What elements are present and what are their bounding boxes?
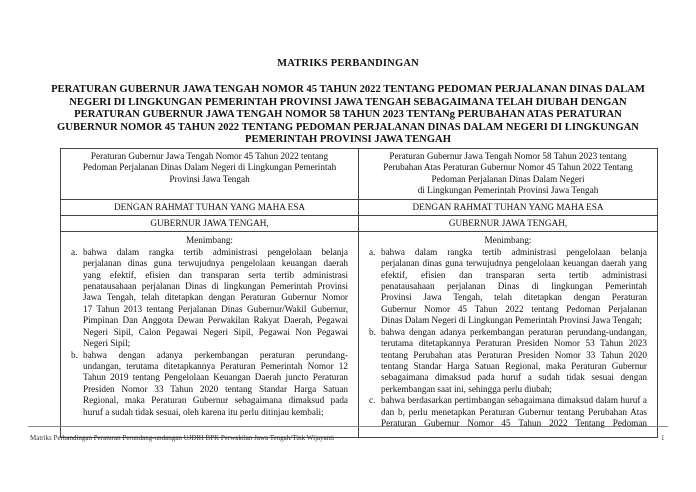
document-title: MATRIKS PERBANDINGAN [277,58,419,69]
right-preamble: DENGAN RAHMAT TUHAN YANG MAHA ESA [359,199,658,215]
left-header-line: Provinsi Jawa Tengah [169,173,250,184]
item-text [83,350,348,418]
item-text-line: undangan, terutama ditetapkannya Peraturan Pemerintah Nomor 12 [83,360,348,371]
right-considering-items [369,247,647,430]
left-header-line: Peraturan Gubernur Jawa Tengah Nomor 45 Tahun 2022 tentang [90,151,329,161]
item-text-line: Dinas Dalam Negeri di Lingkungan Pemerintah Provinsi Jawa Tengah; [381,315,642,326]
right-considering-label: Menimbang: [484,235,532,246]
comparison-table [60,148,658,438]
item-text-line: perjalanan dinas guna terwujudnya pengelolaan keuangan daerah yang [381,258,647,269]
left-header-line: Pedoman Perjalanan Dinas Dalam Negeri di Lingkungan Pemerintah [82,162,337,173]
item-text-line: Peraturan Gubernur Nomor 45 Tahun 2022 Tentang Pedoman [381,417,647,428]
footer-text: Matriks Perbandingan Peraturan Perundang-undangan UJDIH BPK Perwakilan Jawa Tengah/Tink Wijayanti [30,434,335,442]
item-text-line: bahwa berdasarkan pertimbangan sebagaimana dimaksud dalam huruf a [381,395,647,406]
item-marker: b. [71,349,78,360]
item-marker: a. [369,246,376,257]
item-text-line: yang efektif, efisien dan transparan serta tertib administrasi [83,269,348,280]
item-text-line: Jawa Tengah, telah ditetapkan dengan Peraturan Gubernur Nomor [83,292,348,303]
left-considering-items [71,247,348,418]
subtitle-line: PERATURAN GUBERNUR JAWA TENGAH NOMOR 58 TAHUN 2023 TENTANg PERUBAHAN ATAS PERATURAN [74,109,622,121]
item-text-line: dan b, perlu menetapkan Peraturan Gubernur tentang Perubahan Atas [381,406,647,417]
right-header-cell [359,149,658,200]
item-text-line: perjalanan dinas guna terwujudnya pengelolaan keuangan daerah [83,258,348,269]
item-text-line: sebagaimana dimaksud pada huruf a sudah tidak sesuai dengan [381,372,647,383]
document-subtitle [40,84,656,147]
left-header-cell [61,149,359,200]
right-header-line: Perubahan Atas Peraturan Gubernur Nomor 45 Tahun 2022 Tentang [383,162,633,173]
item-text [381,327,647,395]
item-text-line: Pimpinan Dan Anggota Dewan Perwakilan Rakyat Daerah, Pegawai [83,315,348,326]
right-header-line: Pedoman Perjalanan Dinas Dalam Negeri [431,173,585,184]
item-text-line: bahwa dalam rangka tertib administrasi pengelolaan belanja [381,246,647,257]
left-considering-label: Menimbang: [186,235,233,246]
right-considering-item [369,247,647,327]
subtitle-line: PERATURAN GUBERNUR JAWA TENGAH NOMOR 45 TAHUN 2022 TENTANG PEDOMAN PERJALANAN DINAS DALAM [51,84,645,95]
official-row [61,216,658,232]
left-considering-item [71,350,348,418]
item-text-line: Presiden Nomor 33 Tahun 2020 tentang Standar Harga Satuan [83,383,348,394]
item-text-line: bahwa dengan adanya perkembangan peraturan perundang- [83,349,348,360]
item-text-line: penatausahaan perjalanan Dinas di lingkungan Pemerintah Provinsi [83,281,348,292]
item-marker: c. [369,395,376,406]
footer-divider [28,426,668,427]
item-text-line: Regional, maka Peraturan Gubernur sebagaimana dimaksud pada [83,395,348,406]
item-text-line: tentang Perubahan atas Peraturan Presiden Nomor 33 Tahun 2020 [381,349,647,360]
preamble-row [61,199,658,215]
item-text-line: Tahun 2019 tentang Pengelolaan Keuangan Daerah juncto Peraturan [83,372,348,383]
subtitle-line: NEGERI DI LINGKUNGAN PEMERINTAH PROVINSI JAWA TENGAH SEBAGAIMANA TELAH DIUBAH DENGAN [69,96,627,108]
item-text-line: bahwa dalam rangka tertib administrasi pengelolaan belanja [83,246,348,257]
considering-row [61,232,658,438]
right-considering-item [369,327,647,395]
item-text-line: tentang Standar Harga Satuan Regional, maka Peraturan Gubernur [381,360,647,371]
header-row [61,149,658,200]
right-header-line: Peraturan Gubernur Jawa Tengah Nomor 58 Tahun 2023 tentang [389,151,627,161]
item-text-line: Negeri Sipil; [83,338,131,349]
item-marker: b. [369,326,376,337]
item-text-line: Provinsi Jawa Tengah, telah ditetapkan dengan Peraturan [381,292,647,303]
left-considering-cell [61,232,359,438]
item-text-line: terutama ditetapkannya Peraturan Presiden Nomor 53 Tahun 2023 [381,338,647,349]
page-number: 1 [661,434,665,442]
item-text [381,247,647,327]
item-text-line: huruf a sudah tidak sesuai, oleh karena itu perlu ditinjau kembali; [83,406,324,417]
right-official: GUBERNUR JAWA TENGAH, [359,216,658,232]
item-text-line: Negeri Sipil, Calon Pegawai Negeri Sipil, Pegawai Non Pegawai [83,326,348,337]
item-marker: a. [71,246,78,257]
left-official: GUBERNUR JAWA TENGAH, [61,216,359,232]
item-text-line: 17 Tahun 2013 tentang Perjalanan Dinas Gubernur/Wakil Gubernur, [83,303,348,314]
item-text-line: perkembangan saat ini, sehingga perlu diubah; [381,383,552,394]
item-text-line: Gubernur Nomor 45 Tahun 2022 tentang Pedoman Perjalanan [381,303,647,314]
right-considering-cell [359,232,658,438]
item-text [381,395,647,429]
left-considering-item [71,247,348,350]
item-text-line: bahwa dengan adanya perkembangan peraturan perundang-undangan, [381,326,647,337]
left-preamble: DENGAN RAHMAT TUHAN YANG MAHA ESA [61,199,359,215]
item-text [83,247,348,350]
item-text-line: efektif, efisien dan transparan serta tertib administrasi [381,269,647,280]
subtitle-line: PEMERINTAH PROVINSI JAWA TENGAH [245,134,451,146]
subtitle-line: GUBERNUR NOMOR 45 TAHUN 2022 TENTANG PEDOMAN PERJALANAN DINAS DALAM NEGERI DI LINGKUNGAN [57,121,639,133]
right-header-line: di Lingkungan Pemerintah Provinsi Jawa Tengah [417,185,599,196]
right-considering-item [369,395,647,429]
item-text-line: penatausahaan perjalanan Dinas di lingkungan Pemerintah [381,281,647,292]
